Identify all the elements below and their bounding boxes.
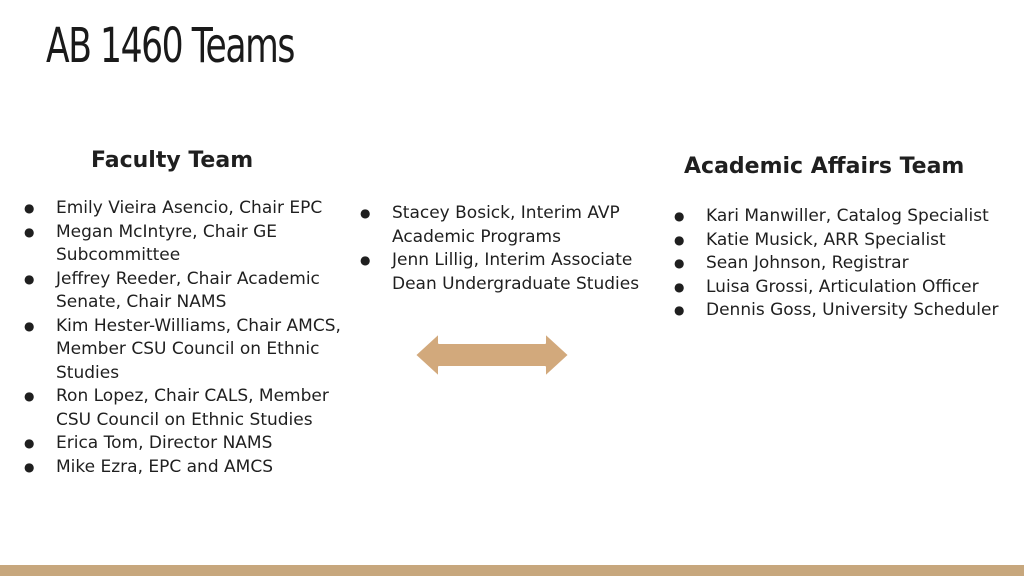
bullet-icon: ● [24,271,35,286]
academic-affairs-heading: Academic Affairs Team [684,154,965,179]
list-item: ● Mike Ezra, EPC and AMCS [24,456,354,480]
bullet-icon: ● [24,436,35,450]
bullet-icon: ● [674,232,685,247]
bullet-icon: ● [24,318,35,333]
list-item: ● Megan McIntyre, Chair GE Subcommittee [24,221,278,265]
bullet-icon: ● [674,256,685,270]
bullet-icon: ● [24,201,35,215]
list-item: ● Sean Johnson, Registrar [674,252,1019,276]
list-item: ● Jenn Lillig, Interim Associate Dean Undergraduate Studies [360,250,640,294]
list-item: ● Kari Manwiller, Catalog Specialist [674,205,1019,229]
list-item: ● Luisa Grossi, Articulation Officer [674,276,1019,300]
bullet-icon: ● [674,303,685,317]
bullet-icon: ● [24,389,35,403]
double-arrow-icon [413,331,571,379]
list-item: ● Erica Tom, Director NAMS [24,432,354,456]
slide-title: AB 1460 Teams [46,18,294,74]
list-item: ● Kim Hester-Williams, Chair AMCS, Member CSU Council on Ethnic Studies [24,315,341,383]
bullet-icon: ● [24,224,35,239]
bullet-icon: ● [674,279,685,294]
bullet-icon: ● [360,206,371,220]
list-item: ● Stacey Bosick, Interim AVP Academic Programs [360,203,620,247]
faculty-team-list [24,197,354,479]
bullet-icon: ● [674,209,685,223]
list-item: ● Katie Musick, ARR Specialist [674,229,1019,253]
bullet-icon: ● [24,459,35,474]
academic-affairs-list [674,205,1019,323]
bottom-accent-bar [0,565,1024,576]
middle-team-list [360,202,640,296]
bullet-icon: ● [360,253,371,267]
list-item: ● Jeffrey Reeder, Chair Academic Senate, Chair NAMS [24,268,320,312]
list-item: ● Dennis Goss, University Scheduler [674,299,1019,323]
faculty-team-heading: Faculty Team [91,148,254,173]
list-item: ● Emily Vieira Asencio, Chair EPC [24,197,354,221]
list-item: ● Ron Lopez, Chair CALS, Member CSU Council on Ethnic Studies [24,386,329,430]
